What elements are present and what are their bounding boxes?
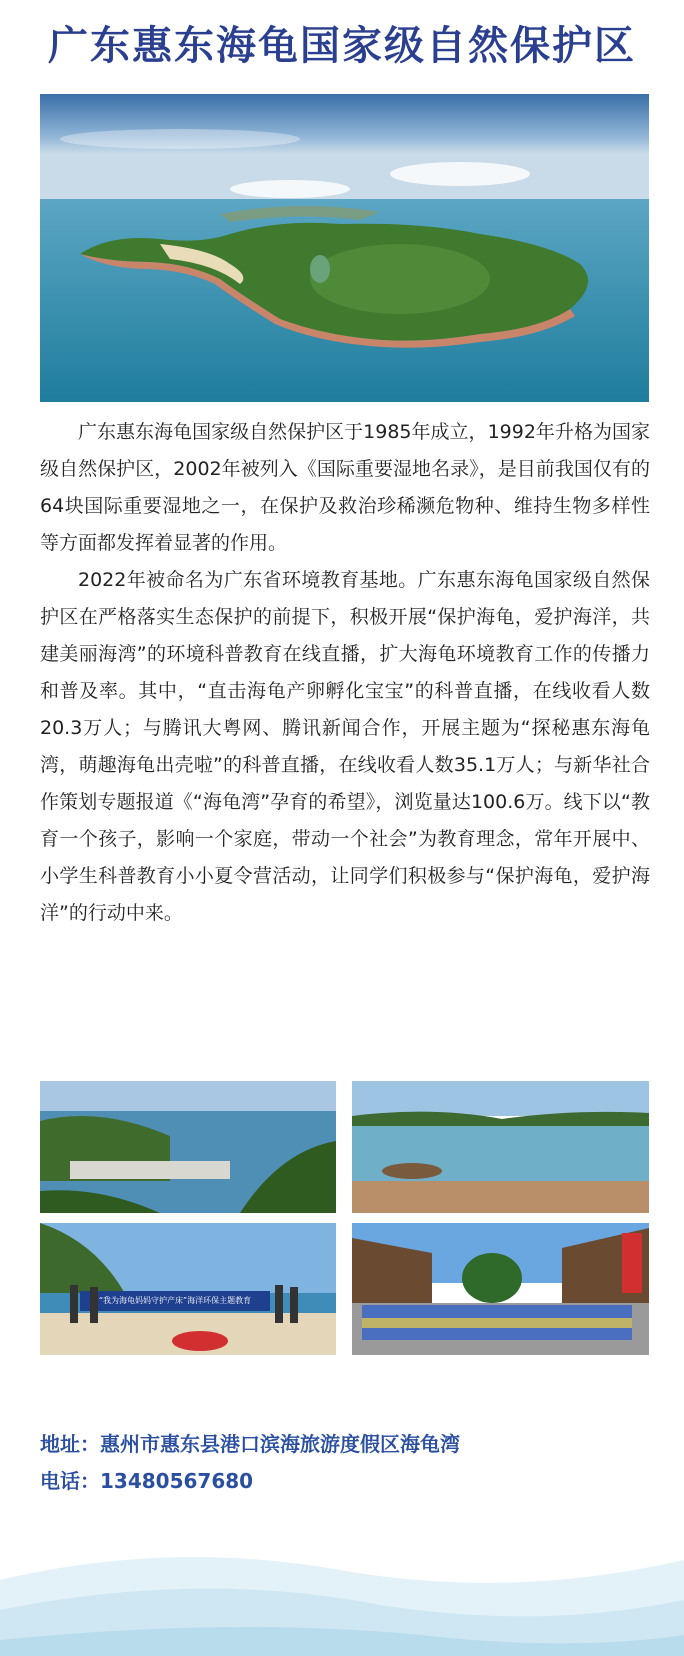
address-text: 地址：惠州市惠东县港口滨海旅游度假区海龟湾 (40, 1432, 460, 1456)
photo-coast (352, 1081, 649, 1213)
wave-decoration (0, 1520, 684, 1656)
paragraph-1: 广东惠东海龟国家级自然保护区于1985年成立，1992年升格为国家级自然保护区，2002年被列入《国际重要湿地名录》，是目前我国仅有的64块国际重要湿地之一，在保护及救治珍稀濒危物种、维持生物多样性等方面都发挥着显著的作用。 (40, 421, 650, 554)
phone-text: 电话：13480567680 (40, 1469, 254, 1493)
photo-summer-camp (352, 1223, 649, 1355)
page-title: 广东惠东海龟国家级自然保护区 (48, 23, 636, 69)
description-text (40, 414, 650, 932)
photo-harbor (40, 1081, 336, 1213)
paragraph-2: 2022年被命名为广东省环境教育基地。广东惠东海龟国家级自然保护区在严格落实生态保护的前提下，积极开展“保护海龟，爱护海洋，共建美丽海湾”的环境科普教育在线直播，扩大海龟环境教育工作的传播力和普及率。其中，“直击海龟产卵孵化宝宝”的科普直播，在线收看人数20.3万人；与腾讯大粤网、腾讯新闻合作，开展主题为“探秘惠东海龟湾，萌趣海龟出壳啦”的科普直播，在线收看人数35.1万人；与新华社合作策划专题报道《“海龟湾”孕育的希望》，浏览量达100.6万。线下以“教育一个孩子，影响一个家庭，带动一个社会”为教育理念，常年开展中、小学生科普教育小小夏令营活动，让同学们积极参与“保护海龟，爱护海洋”的行动中来。 (40, 569, 650, 924)
photo-banner-text: “我为海龟妈妈守护产床”海洋环保主题教育 (98, 1296, 252, 1305)
hero-island-photo (40, 94, 649, 402)
photo-group-beach (40, 1223, 336, 1355)
